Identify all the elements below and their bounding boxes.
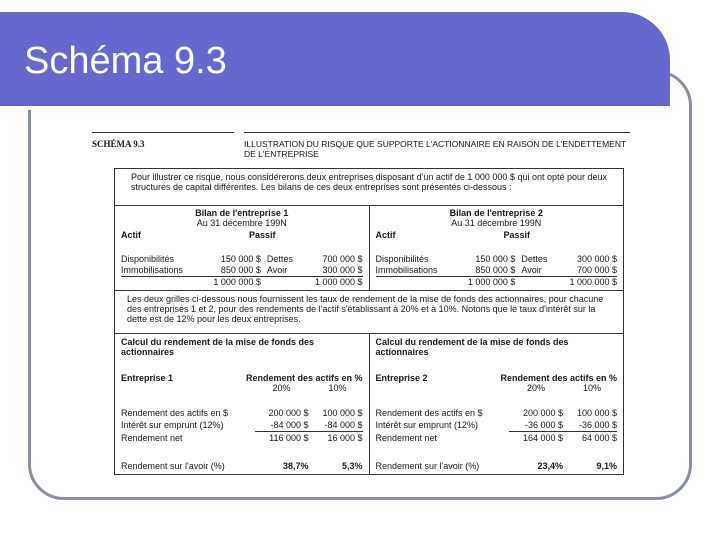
total-liabilities: 1 000 000 $ (556, 277, 617, 289)
liability-value: 700 000 $ (322, 254, 363, 264)
liability-value: 700 000 $ (576, 265, 617, 275)
liability-value: 300 000 $ (576, 254, 617, 264)
liability-label: Avoir (521, 265, 542, 275)
asset-value: 850 000 $ (220, 265, 261, 275)
row-label: Intérêt sur emprunt (12%) (375, 420, 479, 431)
explanation-text: Les deux grilles ci-dessous nous fournissent les taux de rendement de la mise de fonds des actionnaires, pour chacune des entreprises 1 et 2, pour des rendements de l'actif s'établissant à 20% et à 10%. Notons que le taux d'intérêt sur la dette est de 12% pour les deux entreprises. (115, 291, 623, 334)
asset-value: 850 000 $ (475, 265, 516, 275)
schema-caption: ILLUSTRATION DU RISQUE QUE SUPPORTE L'ACTIONNAIRE EN RAISON DE L'ENDETTEMENT DE L'ENTREPRISE (244, 132, 630, 159)
slide-title: Schéma 9.3 (24, 40, 227, 82)
value-high: 164 000 $ (509, 432, 563, 445)
table-row (376, 419, 618, 432)
total-assets: 1 000 000 $ (200, 277, 261, 289)
row-label: Rendement des actifs en $ (121, 408, 229, 418)
total-liabilities: 1 000 000 $ (302, 277, 363, 289)
rate-high: 20% (526, 383, 545, 393)
scanned-document (92, 128, 632, 471)
company-label: Entreprise 1 (121, 373, 174, 383)
return-calculations (115, 334, 623, 474)
calculation-table (121, 407, 363, 472)
table-row (121, 460, 363, 472)
schema-box (114, 168, 624, 475)
value-low: -84 000 $ (324, 420, 363, 430)
table-row (121, 265, 363, 277)
asset-return-heading: Rendement des actifs en % (500, 373, 617, 383)
value-low: 5,3% (341, 461, 363, 471)
calculation-title: Calcul du rendement de la mise de fonds des actionnaires (375, 337, 569, 357)
actif-heading: Actif (375, 230, 396, 240)
totals-row (121, 277, 363, 289)
value-low: -36 000 $ (578, 420, 617, 430)
value-low: 100 000 $ (576, 408, 617, 418)
balance-sheet-2 (369, 206, 624, 290)
value-high: -84 000 $ (270, 420, 309, 430)
passif-heading: Passif (249, 230, 276, 240)
balance-date: Au 31 décembre 199N (451, 218, 542, 228)
balance-title: Bilan de l'entreprise 2 (449, 208, 543, 218)
calculation-2 (369, 334, 624, 474)
balance-sheet-1 (115, 206, 369, 290)
table-row (121, 407, 363, 419)
row-label: Rendement sur l'avoir (%) (375, 461, 480, 471)
table-row (376, 432, 618, 445)
asset-value: 150 000 $ (475, 254, 516, 264)
value-low: 16 000 $ (309, 432, 363, 445)
table-row (376, 265, 618, 277)
actif-heading: Actif (121, 230, 141, 240)
calculation-title: Calcul du rendement de la mise de fonds des actionnaires (121, 337, 315, 357)
asset-label: Immobilisations (121, 265, 184, 275)
value-high: 200 000 $ (522, 408, 563, 418)
company-label: Entreprise 2 (375, 373, 428, 383)
asset-label: Disponibilités (375, 254, 429, 264)
liability-label: Avoir (266, 265, 288, 275)
asset-value: 150 000 $ (220, 254, 261, 264)
balance-date: Au 31 décembre 199N (196, 218, 287, 228)
row-label: Rendement des actifs en $ (375, 408, 483, 418)
asset-label: Immobilisations (375, 265, 438, 275)
liability-value: 300 000 $ (322, 265, 363, 275)
asset-label: Disponibilités (121, 254, 175, 264)
calculation-table (376, 407, 618, 472)
row-label: Rendement sur l'avoir (%) (121, 461, 225, 471)
value-high: 116 000 $ (255, 432, 309, 445)
table-row (376, 254, 618, 265)
banner-underline (0, 106, 640, 110)
liability-label: Dettes (266, 254, 293, 264)
calculation-1 (115, 334, 369, 474)
table-row (376, 407, 618, 419)
balance-table (121, 254, 363, 288)
rate-low: 10% (582, 383, 601, 393)
rate-low: 10% (328, 383, 347, 393)
asset-return-heading: Rendement des actifs en % (245, 373, 363, 383)
value-low: 100 000 $ (322, 408, 363, 418)
row-label: Rendement net (375, 432, 438, 443)
value-high: 23,4% (537, 461, 563, 471)
total-assets: 1 000 000 $ (455, 277, 516, 289)
intro-text: Pour illustrer ce risque, nous considérerons deux entreprises disposant d'un actif de 1 000 000 $ qui ont opté pour deux structures de capital différentes. Les bilans de ces deux entreprises sont présentés ci-dessous : (115, 169, 623, 206)
totals-row (376, 277, 618, 289)
value-low: 9,1% (596, 461, 617, 471)
table-row (376, 460, 618, 472)
rate-high: 20% (272, 383, 291, 393)
balance-title: Bilan de l'entreprise 1 (195, 208, 289, 218)
row-label: Rendement net (121, 432, 183, 443)
passif-heading: Passif (503, 230, 531, 240)
table-row (121, 254, 363, 265)
row-label: Intérêt sur emprunt (12%) (121, 420, 224, 431)
value-high: 38,7% (282, 461, 309, 471)
document-header (92, 128, 632, 168)
value-low: 64 000 $ (563, 432, 617, 445)
balance-sheets (115, 206, 623, 291)
balance-table (376, 254, 618, 288)
value-high: 200 000 $ (268, 408, 309, 418)
title-banner (0, 12, 670, 106)
value-high: -36 000 $ (524, 420, 563, 430)
table-row (121, 432, 363, 445)
table-row (121, 419, 363, 432)
liability-label: Dettes (521, 254, 548, 264)
schema-label: SCHÉMA 9.3 (92, 132, 234, 149)
